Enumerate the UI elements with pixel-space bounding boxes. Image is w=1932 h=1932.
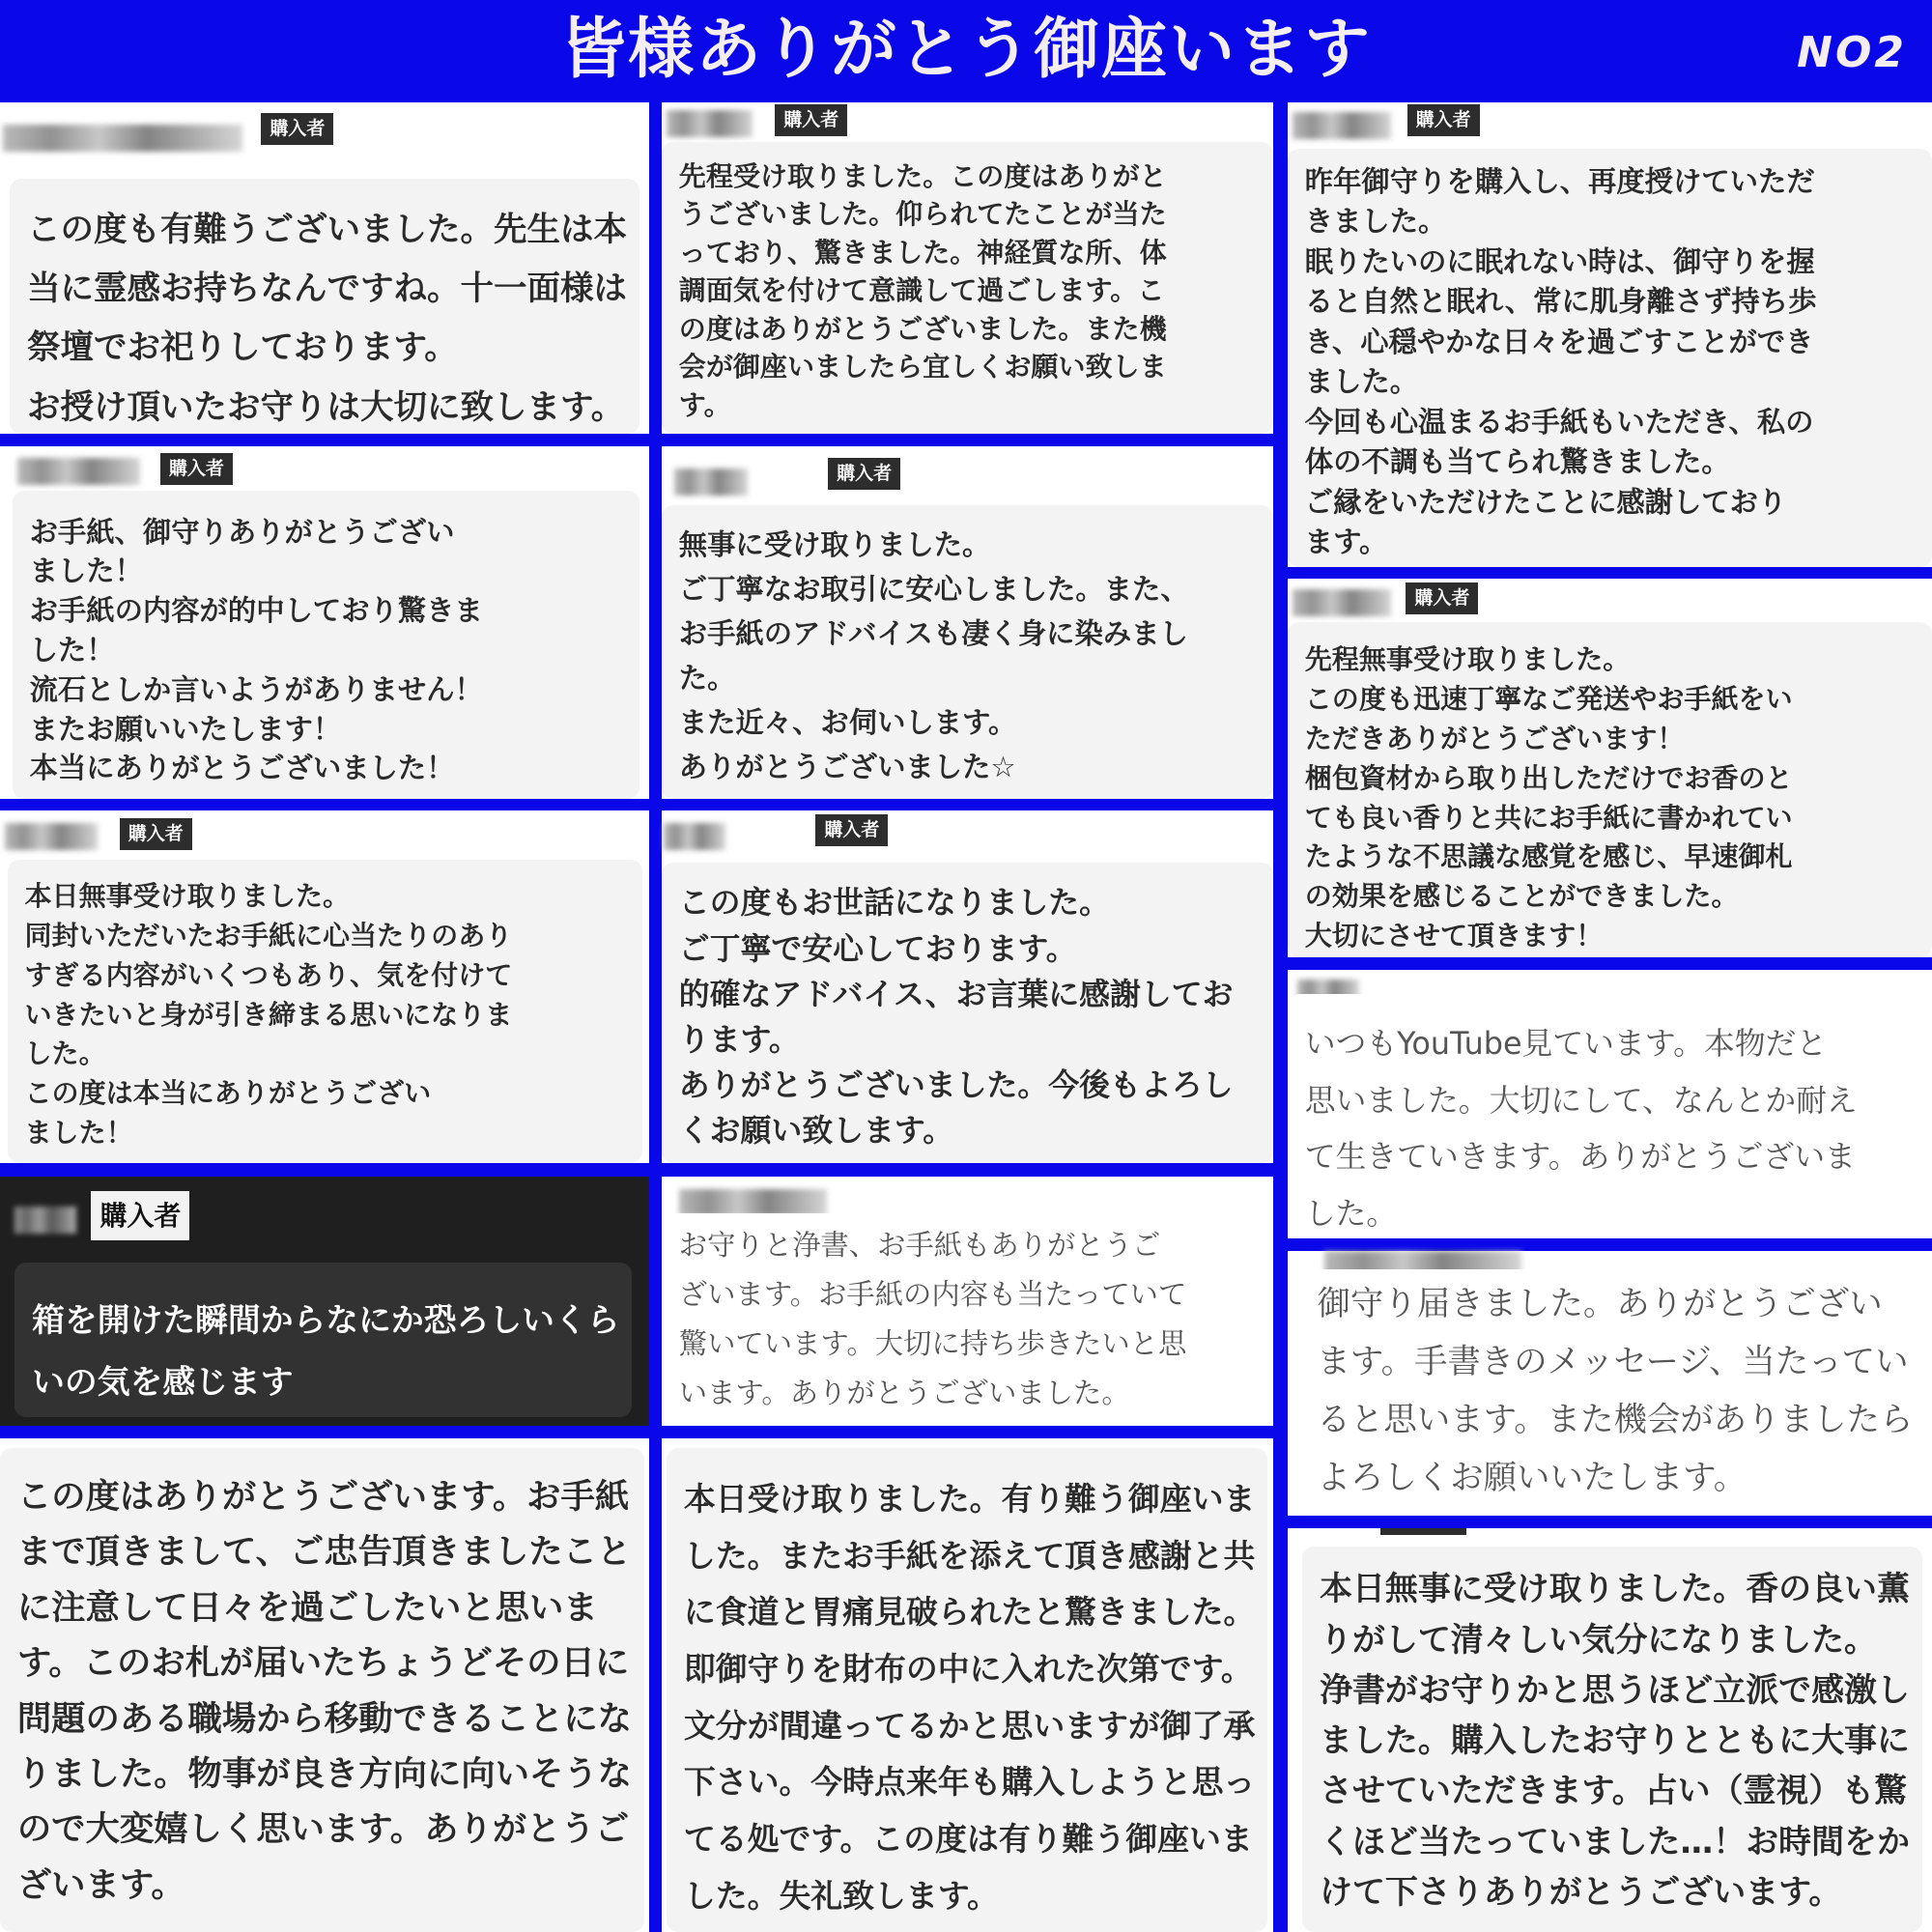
review-line: この度はありがとうございます。お手紙: [16, 1477, 630, 1518]
review-line: 文分が間違ってるかと思いますが御了承: [683, 1706, 1256, 1745]
review-line: 体の不調も当てられ驚きました。: [1304, 445, 1730, 479]
review-line: ので大変嬉しく思います。ありがとうご: [16, 1809, 630, 1850]
review-line: の効果を感じることができました。: [1304, 880, 1739, 913]
blurred-username: [1293, 112, 1391, 139]
review-line: お手紙のアドバイスも凄く身に染みまし: [678, 616, 1188, 650]
review-text: [1288, 994, 1932, 1238]
review-line: 無事に受け取りました。: [678, 528, 991, 562]
review-text: [662, 863, 1273, 1163]
blurred-username: [5, 823, 98, 850]
review-text: [8, 860, 642, 1163]
review-line: くお願い致します。: [678, 1112, 954, 1150]
buyer-badge: 購入者: [91, 1191, 189, 1240]
review-line: 本当にありがとうございました！: [29, 752, 455, 785]
buyer-badge: 購入者: [1406, 582, 1478, 614]
review-line: 浄書がお守りかと思うほど立派で感激し: [1320, 1670, 1910, 1710]
review-line: させていただきます。占い（霊視）も驚: [1320, 1772, 1908, 1811]
review-line: いの気を感じます: [32, 1363, 294, 1402]
review-line: お手紙、御守りありがとうござい: [29, 515, 455, 549]
review-line: ざいます。: [16, 1864, 185, 1905]
review-line: 思いました。大切にして、なんとか耐え: [1304, 1081, 1858, 1119]
review-line: ただきありがとうございます！: [1304, 722, 1685, 754]
review-text: [13, 491, 639, 799]
review-line: た。: [678, 661, 736, 695]
review-line: す。: [678, 388, 731, 421]
review-line: した。失礼致します。: [683, 1876, 999, 1915]
review-line: 先程無事受け取りました。: [1304, 643, 1631, 676]
review-card: [1288, 1528, 1932, 1932]
review-line: に注意して日々を過ごしたいと思いま: [16, 1587, 598, 1628]
buyer-badge: 購入者: [160, 453, 233, 485]
review-line: この度も迅速丁寧なご発送やお手紙をい: [1304, 683, 1793, 716]
review-line: した。: [1304, 1195, 1398, 1232]
review-line: うございました。仰られてたことが当た: [678, 198, 1167, 231]
review-line: した。またお手紙を添えて頂き感謝と共: [683, 1536, 1256, 1575]
blurred-username: [664, 823, 725, 850]
review-line: ご縁をいただけたことに感謝しており: [1304, 485, 1787, 519]
review-line: よろしくお願いいたします。: [1317, 1458, 1747, 1497]
review-line: この度も有難うございました。先生は本: [27, 210, 628, 249]
review-line: した。: [24, 1037, 106, 1070]
page-number: NO2: [1797, 28, 1907, 77]
buyer-badge: 購入者: [120, 818, 192, 850]
review-text: [1302, 1547, 1922, 1932]
review-line: ご丁寧なお取引に安心しました。また、: [678, 573, 1189, 606]
review-line: けて下さりありがとうございます。: [1320, 1873, 1842, 1913]
review-card: [662, 1438, 1273, 1932]
review-line: りました。物事が良き方向に向いそうな: [16, 1753, 633, 1794]
review-line: います。ありがとうございました。: [678, 1377, 1130, 1410]
review-text: [1300, 1269, 1932, 1516]
review-line: お手紙の内容が的中しており驚きま: [29, 594, 483, 628]
review-card: [662, 446, 1273, 799]
review-line: また近々、お伺いします。: [678, 705, 1017, 739]
review-line: たような不思議な感覚を感じ、早速御札: [1304, 840, 1793, 873]
review-line: くほど当たっていました…！お時間をか: [1320, 1822, 1910, 1861]
review-line: 驚いています。大切に持ち歩きたいと思: [678, 1327, 1187, 1361]
review-line: ました！: [24, 1117, 133, 1150]
review-line: 大切にさせて頂きます！: [1304, 919, 1604, 952]
page-title: 皆様ありがとう御座います: [559, 11, 1372, 88]
blurred-username: [17, 458, 141, 485]
review-card: [1288, 970, 1932, 1238]
review-line: いつもYouTube見ています。本物だと: [1304, 1024, 1828, 1062]
buyer-badge: 購入者: [261, 113, 333, 145]
review-line: 梱包資材から取り出しただけでお香のと: [1304, 761, 1793, 794]
review-card: [1288, 579, 1932, 957]
review-line: 眠りたいのに眠れない時は、御守りを握: [1304, 244, 1815, 278]
review-line: の度はありがとうございました。また機: [678, 312, 1167, 345]
review-line: お守りと浄書、お手紙もありがとうご: [678, 1229, 1161, 1262]
review-line: 御守り届きました。ありがとうござい: [1317, 1284, 1883, 1323]
review-line: 今回も心温まるお手紙もいただき、私の: [1304, 405, 1814, 439]
review-line: 会が御座いましたら宜しくお願い致しま: [678, 351, 1167, 384]
buyer-badge-tab: [1380, 1528, 1466, 1536]
header-banner: [0, 0, 1932, 102]
review-line: す。このお札が届いたちょうどその日に: [16, 1643, 630, 1684]
review-line: 祭壇でお祀りしております。: [27, 328, 458, 368]
review-line: 問題のある職場から移動できることにな: [16, 1698, 633, 1739]
review-card: [662, 810, 1273, 1163]
blurred-username: [1293, 589, 1391, 616]
review-line: き、心穏やかな日々を過ごすことができ: [1304, 325, 1814, 358]
review-line: 同封いただいたお手紙に心当たりのあり: [24, 919, 513, 952]
review-line: 当に霊感お持ちなんですね。十一面様は: [27, 270, 628, 309]
review-line: すぎる内容がいくつもあり、気を付けて: [24, 958, 513, 991]
review-line: ると思います。また機会がありましたら: [1317, 1400, 1914, 1439]
buyer-badge: 購入者: [775, 104, 847, 136]
review-card: [662, 1177, 1273, 1426]
review-line: に食道と胃痛見破られたと驚きました。: [683, 1593, 1256, 1632]
review-line: 流石としか言いようがありません！: [29, 672, 483, 706]
buyer-badge: 購入者: [1407, 104, 1480, 136]
review-text: [0, 1448, 644, 1932]
review-line: 先程受け取りました。この度はありがと: [678, 159, 1167, 192]
review-line: 本日受け取りました。有り難う御座いま: [683, 1479, 1256, 1518]
review-line: ありがとうございました。今後もよろし: [678, 1066, 1234, 1104]
review-line: まで頂きまして、ご忠告頂きましたこと: [16, 1532, 632, 1573]
review-line: 本日無事に受け取りました。香の良い薫: [1320, 1570, 1910, 1609]
review-text: [14, 1263, 632, 1416]
blurred-username: [3, 125, 243, 152]
review-line: 的確なアドバイス、お言葉に感謝してお: [678, 975, 1234, 1012]
review-line: ます。: [1304, 526, 1388, 559]
review-line: 調面気を付けて意識して過ごします。こ: [678, 274, 1165, 307]
blurred-username: [674, 469, 749, 496]
review-line: ました。購入したお守りとともに大事に: [1320, 1721, 1910, 1761]
review-line: ました！: [29, 554, 143, 588]
review-card: [1288, 102, 1932, 567]
buyer-badge: 購入者: [815, 814, 888, 846]
review-line: て生きていきます。ありがとうございま: [1304, 1138, 1856, 1176]
review-card: [0, 1438, 649, 1932]
review-line: ありがとうございました☆: [678, 750, 1016, 783]
review-line: 即御守りを財布の中に入れた次第です。: [683, 1649, 1253, 1688]
review-text: [1288, 622, 1932, 957]
review-line: またお願いいたします！: [29, 712, 342, 746]
review-line: した！: [29, 634, 115, 668]
review-line: お授け頂いたお守りは大切に致します。: [27, 387, 625, 427]
blurred-username: [679, 1189, 827, 1216]
review-text: [662, 142, 1273, 434]
review-line: てる処です。この度は有り難う御座いま: [683, 1819, 1253, 1858]
review-line: ざいます。お手紙の内容も当たっていて: [678, 1278, 1187, 1312]
review-card: [0, 102, 649, 434]
blurred-username: [14, 1207, 76, 1234]
review-line: この度は本当にありがとうござい: [24, 1077, 432, 1110]
review-line: ました。: [1304, 365, 1419, 399]
review-line: ても良い香りと共にお手紙に書かれてい: [1304, 801, 1793, 834]
review-card: [0, 1177, 649, 1426]
review-line: っており、驚きました。神経質な所、体: [678, 236, 1167, 269]
review-card: [662, 102, 1273, 434]
review-text: [1288, 149, 1932, 566]
review-line: 下さい。今時点来年も購入しようと思っ: [683, 1763, 1256, 1802]
review-card: [1288, 1251, 1932, 1516]
review-line: 本日無事受け取りました。: [24, 880, 351, 913]
review-line: きました。: [1304, 205, 1447, 239]
review-line: 箱を開けた瞬間からなにか恐ろしいくら: [32, 1301, 620, 1340]
review-line: ります。: [678, 1020, 800, 1058]
review-text: [10, 179, 639, 434]
review-text: [662, 1213, 1273, 1425]
blurred-username: [667, 110, 753, 137]
review-line: ると自然と眠れ、常に肌身離さず持ち歩: [1304, 285, 1817, 319]
review-card: [0, 810, 649, 1163]
review-text: [667, 1448, 1267, 1932]
review-card: [0, 446, 649, 799]
review-line: ます。手書きのメッセージ、当たってい: [1317, 1342, 1909, 1381]
buyer-badge: 購入者: [828, 458, 900, 490]
review-text: [662, 505, 1273, 799]
review-line: 昨年御守りを購入し、再度授けていただ: [1304, 165, 1815, 199]
review-line: ご丁寧で安心しております。: [678, 929, 1077, 967]
review-line: この度もお世話になりました。: [678, 884, 1111, 922]
review-line: りがして清々しい気分になりました。: [1320, 1620, 1877, 1660]
review-line: いきたいと身が引き締まる思いになりま: [24, 998, 513, 1031]
